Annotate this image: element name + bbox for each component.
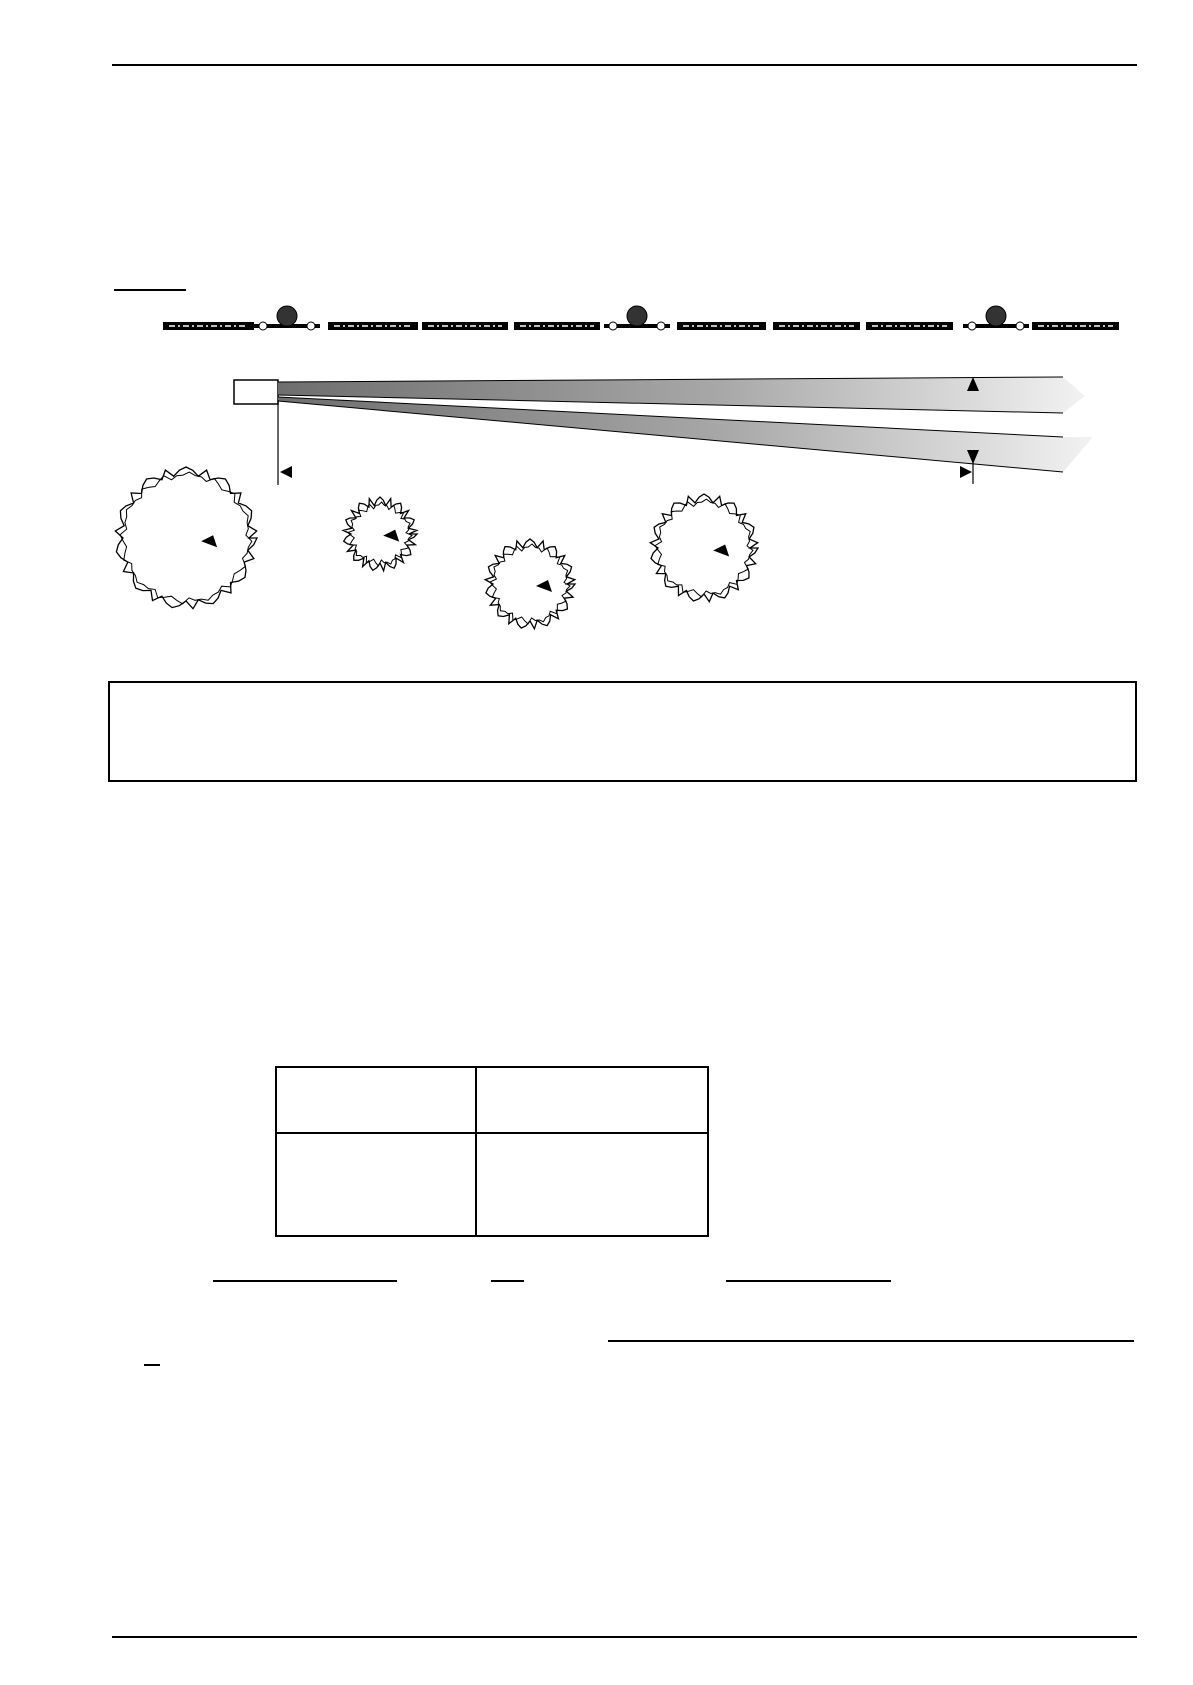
notice-box <box>108 681 1137 782</box>
footer-rule <box>112 1636 1137 1638</box>
tree-icon <box>650 494 758 602</box>
nozzle-icon <box>986 306 1006 326</box>
nozzle-icon <box>277 306 297 326</box>
nozzle-icon <box>627 306 647 326</box>
tree-icon <box>115 467 257 609</box>
underline-2 <box>491 1280 524 1282</box>
sprayer-illustration <box>0 0 1193 660</box>
underline-4 <box>608 1340 1134 1342</box>
arrow-right-icon <box>960 466 972 478</box>
data-table <box>275 1066 709 1237</box>
tree-icon <box>485 539 575 629</box>
underline-1 <box>213 1280 397 1282</box>
nozzle-box <box>234 380 278 404</box>
arrow-left-icon <box>280 466 292 478</box>
underline-3 <box>726 1280 891 1282</box>
table-row-divider <box>277 1132 707 1134</box>
boom-bar <box>163 306 1119 330</box>
table-column-divider <box>475 1068 477 1235</box>
trees <box>115 467 758 629</box>
underline-5 <box>144 1364 160 1366</box>
tree-icon <box>343 497 417 571</box>
